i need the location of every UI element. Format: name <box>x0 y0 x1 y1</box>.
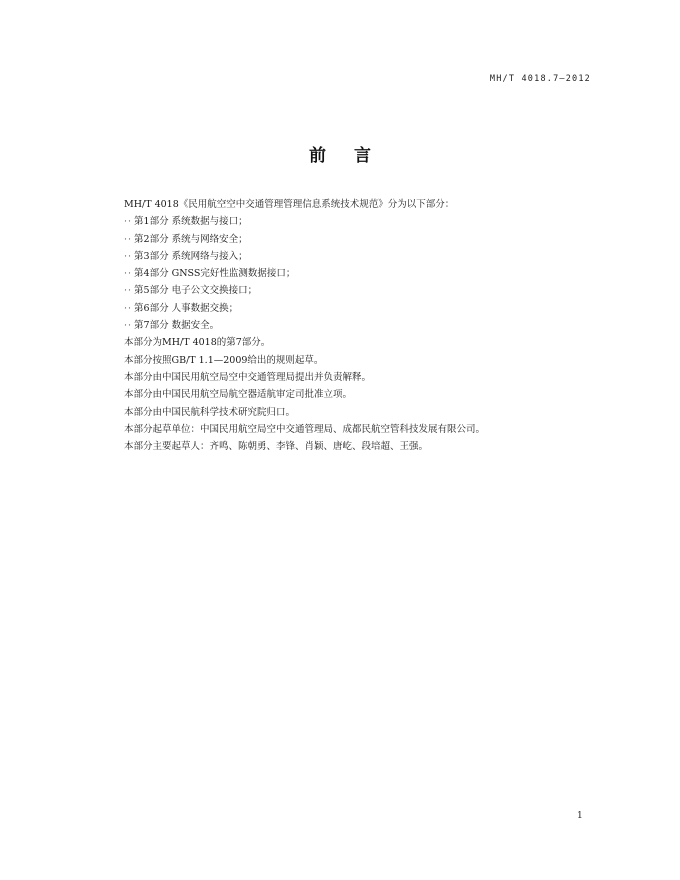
list-marker: ·· <box>124 320 133 332</box>
part-label: 第1部分 系统数据与接口； <box>134 216 248 228</box>
part-label: 第4部分 GNSS完好性监测数据接口； <box>134 268 296 280</box>
list-marker: ·· <box>124 302 133 314</box>
statement-paragraph: 本部分按照GB/T 1.1—2009给出的规则起草。 <box>124 354 324 366</box>
standard-code-header: MH/T 4018.7—2012 <box>489 74 591 84</box>
statement-paragraph: 本部分为MH/T 4018的第7部分。 <box>124 337 271 349</box>
list-marker: ·· <box>124 285 133 297</box>
foreword-body <box>124 196 584 455</box>
statement-paragraph: 本部分由中国民用航空局航空器适航审定司批准立项。 <box>124 389 353 401</box>
part-label: 第6部分 人事数据交换； <box>134 302 239 314</box>
list-marker: ·· <box>124 216 133 228</box>
part-list-item <box>124 231 584 248</box>
statement-paragraph: 本部分主要起草人：齐鸣、陈朝勇、李锋、肖颖、唐屹、段培超、王强。 <box>124 441 429 453</box>
part-list-item <box>124 248 584 265</box>
statement-paragraph: 本部分起草单位：中国民用航空局空中交通管理局、成都民航空管科技发展有限公司。 <box>124 423 486 435</box>
part-list-item <box>124 213 584 230</box>
statement-paragraph: 本部分由中国民航科学技术研究院归口。 <box>124 406 296 418</box>
intro-paragraph: MH/T 4018《民用航空空中交通管理管理信息系统技术规范》分为以下部分： <box>124 199 455 210</box>
list-marker: ·· <box>124 268 133 280</box>
page-title: 前言 <box>309 146 399 166</box>
statement-paragraph: 本部分由中国民用航空局空中交通管理局提出并负责解释。 <box>124 371 372 383</box>
list-marker: ·· <box>124 233 133 245</box>
part-label: 第3部分 系统网络与接入； <box>134 250 248 262</box>
page-number: 1 <box>577 811 583 821</box>
part-list-item <box>124 265 584 282</box>
part-label: 第5部分 电子公文交换接口； <box>134 285 258 297</box>
part-label: 第7部分 数据安全。 <box>134 320 220 332</box>
part-list-item <box>124 282 584 299</box>
list-marker: ·· <box>124 250 133 262</box>
part-list-item <box>124 317 584 334</box>
part-list-item <box>124 300 584 317</box>
part-label: 第2部分 系统与网络安全； <box>134 233 248 245</box>
